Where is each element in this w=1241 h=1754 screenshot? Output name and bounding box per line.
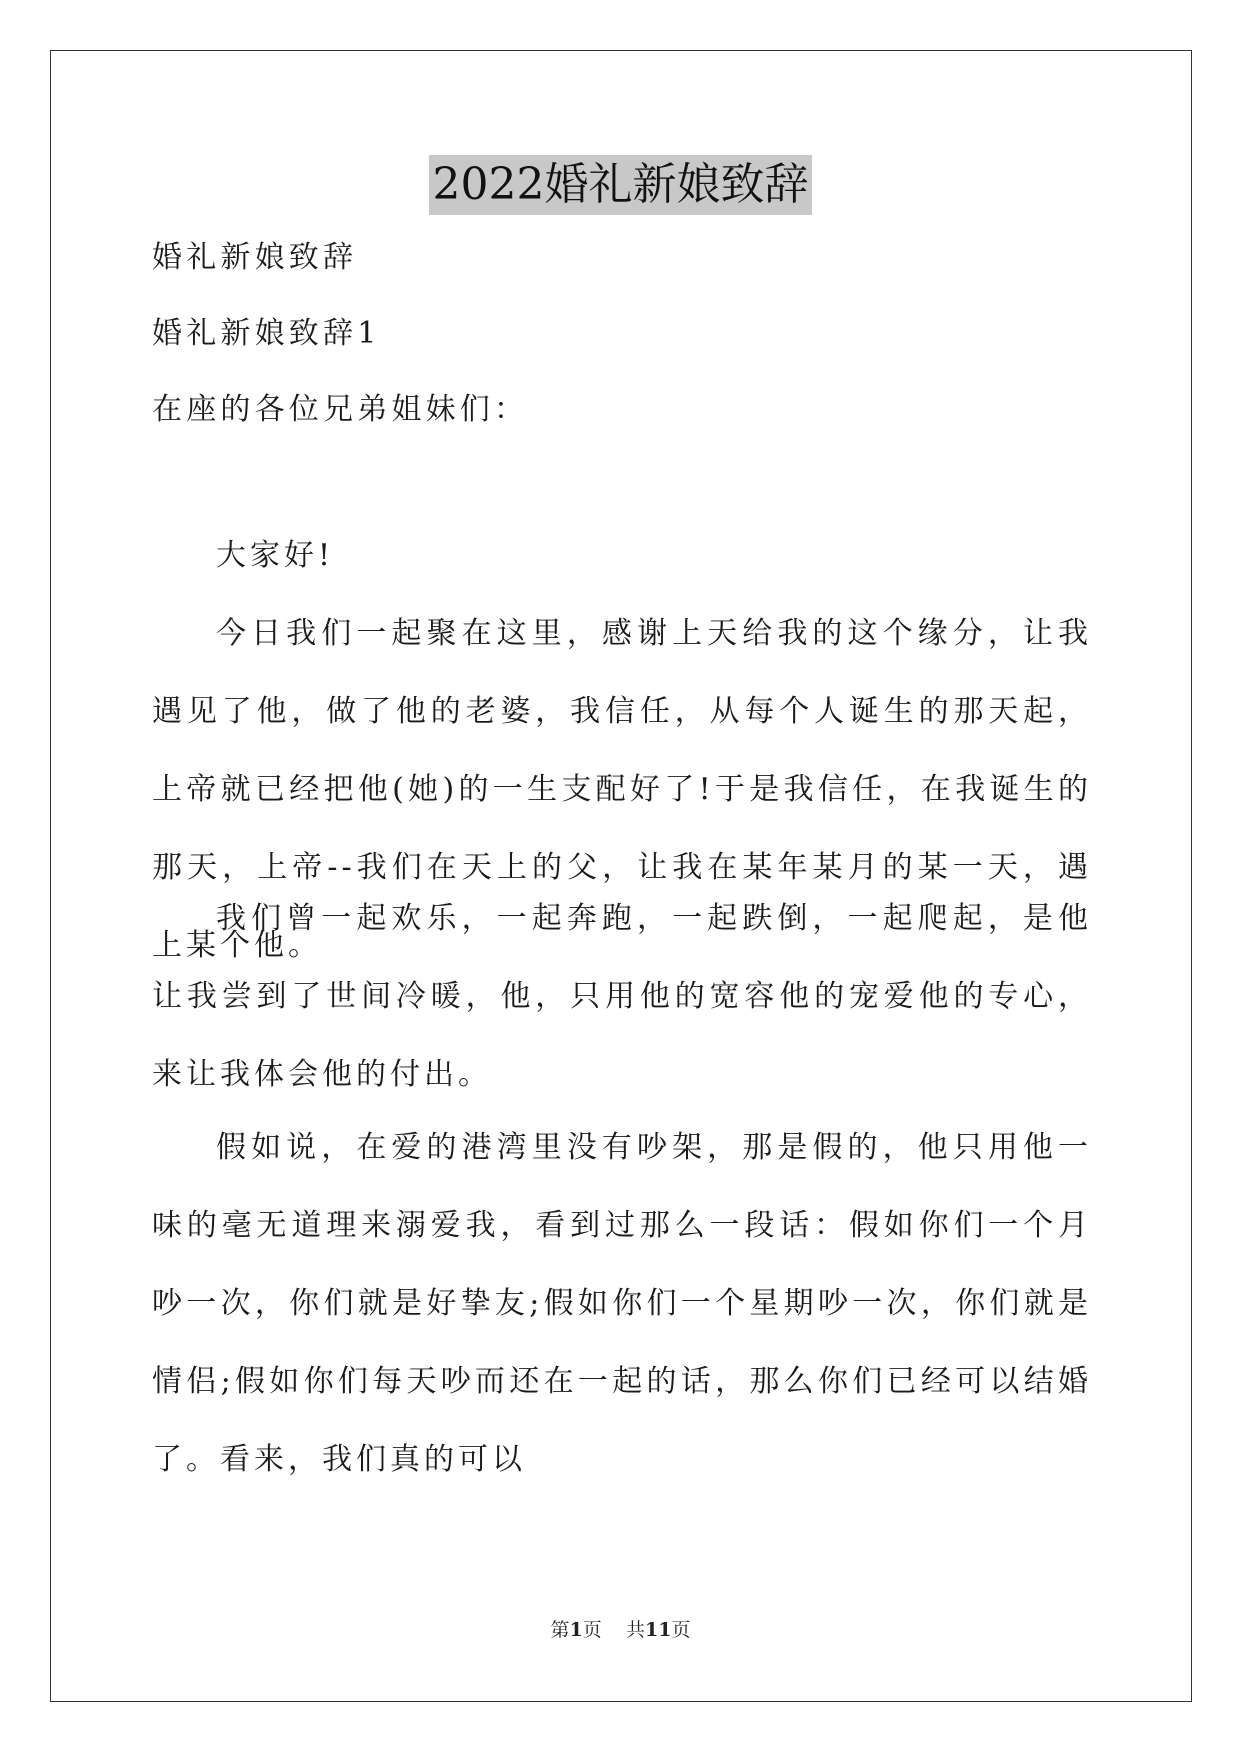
paragraph-greeting: 大家好! <box>216 538 335 573</box>
paragraph-3: 假如说，在爱的港湾里没有吵架，那是假的，他只用他一味的毫无道理来溺爱我，看到过那么一段话：假如你们一个月吵一次，你们就是好挚友;假如你们一个星期吵一次，你们就是情侣;假如你们每天吵而还在一起的话，那么你们已经可以结婚了。看来，我们真的可以 <box>152 1130 1092 1477</box>
title-container <box>0 155 1241 215</box>
document-subheading: 婚礼新娘致辞1 <box>152 316 381 351</box>
footer-page-number: 1 <box>569 1619 583 1641</box>
footer-total-prefix: 共 <box>625 1619 645 1641</box>
footer-page-suffix: 页 <box>582 1619 602 1641</box>
footer-total-pages: 11 <box>644 1619 672 1641</box>
footer-prefix: 第 <box>550 1619 570 1641</box>
paragraph-1: 今日我们一起聚在这里，感谢上天给我的这个缘分，让我遇见了他，做了他的老婆，我信任，从每个人诞生的那天起，上帝就已经把他(她)的一生支配好了!于是我信任，在我诞生的那天，上帝--我们在天上的父，让我在某年某月的某一天，遇上某个他。 <box>152 616 1092 963</box>
document-title: 2022婚礼新娘致辞 <box>429 155 813 215</box>
document-heading: 婚礼新娘致辞 <box>152 240 358 275</box>
footer-total-suffix: 页 <box>671 1619 691 1641</box>
page-footer <box>0 1615 1241 1642</box>
paragraph-2: 我们曾一起欢乐，一起奔跑，一起跌倒，一起爬起，是他让我尝到了世间冷暖，他，只用他的宽容他的宠爱他的专心，来让我体会他的付出。 <box>152 901 1092 1092</box>
salutation: 在座的各位兄弟姐妹们： <box>152 392 529 427</box>
